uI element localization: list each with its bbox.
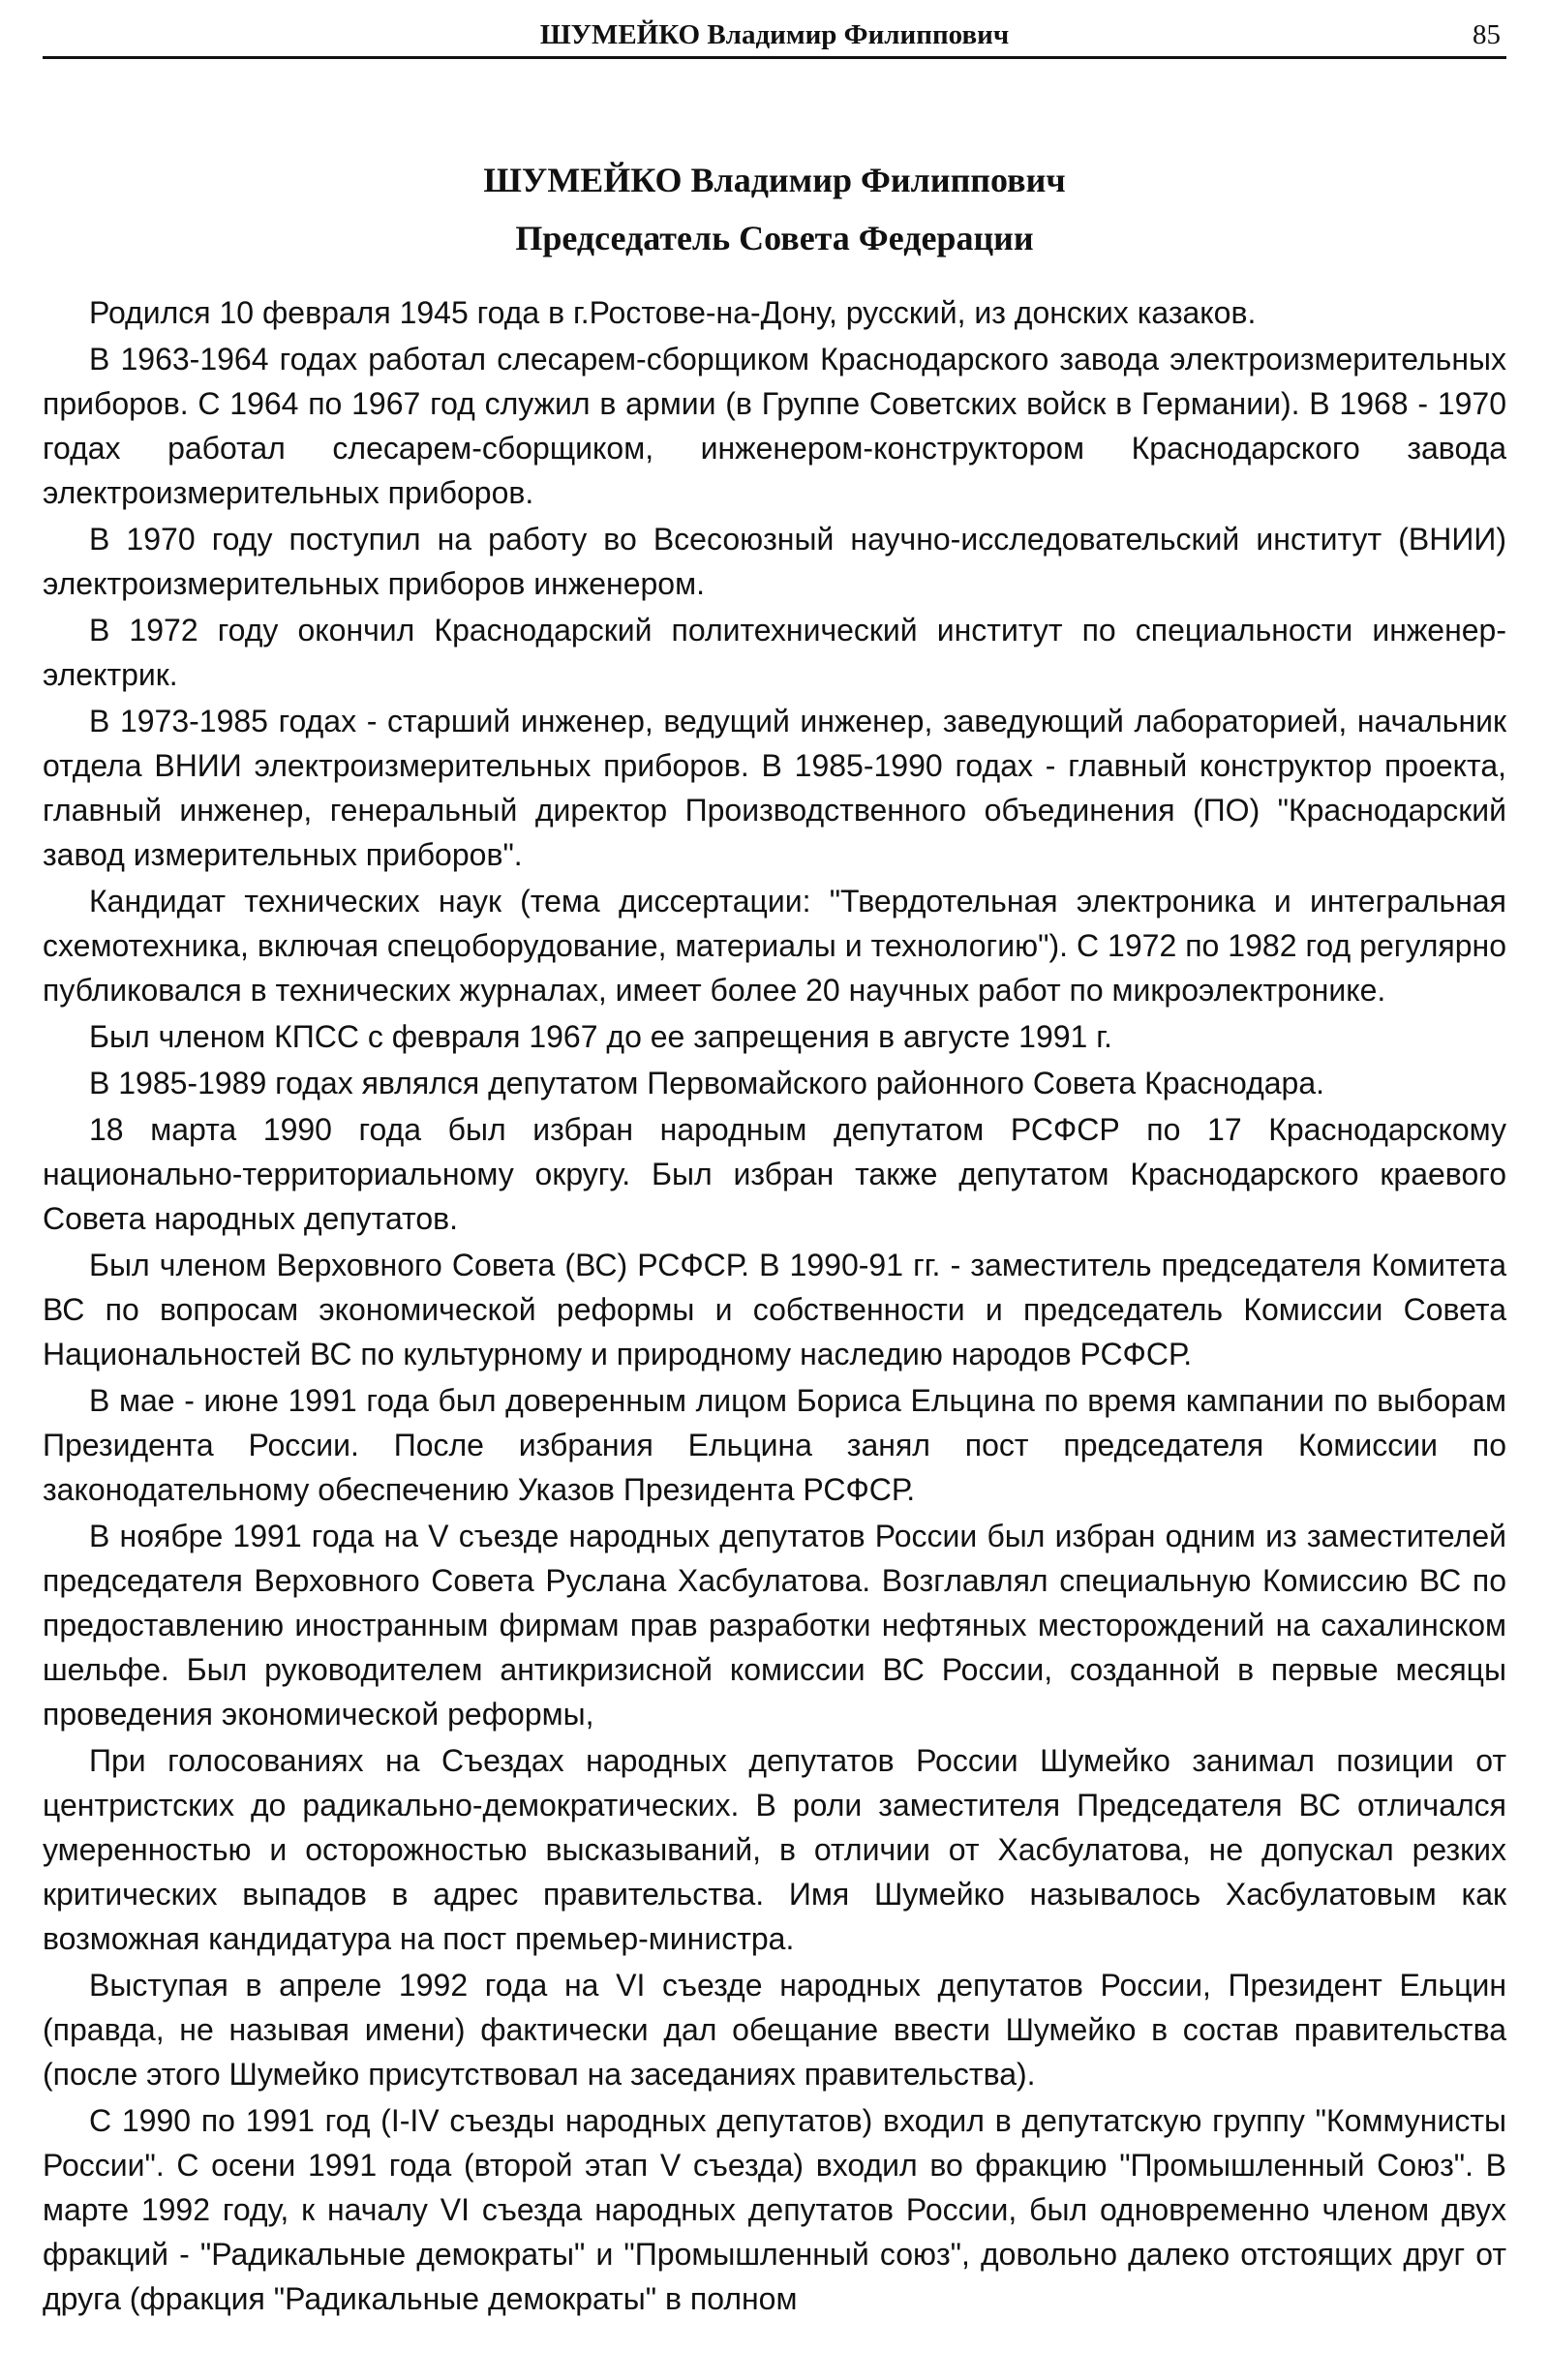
article-title: ШУМЕЙКО Владимир Филиппович bbox=[483, 161, 1066, 199]
paragraph: В 1963-1964 годах работал слесарем-сборщиком Краснодарского завода электроизмерительных приборов. С 1964 по 1967 год служил в армии (в Группе Советских войск в Германии). В 1968 - 1970 годах работал слесарем-сборщиком, инженером-конструктором Краснодарского завода электроизмерительных приборов. bbox=[43, 342, 1506, 510]
running-head-title: ШУМЕЙКО Владимир Филиппович bbox=[539, 19, 1010, 50]
paragraph: При голосованиях на Съездах народных депутатов России Шумейко занимал позиции от центристских до радикально-демократических. В роли заместителя Председателя ВС отличался умеренностью и осторожностью высказываний, в отличии от Хасбулатова, не допускал резких критических выпадов в адрес правительства. Имя Шумейко называлось Хасбулатовым как возможная кандидатура на пост премьер-министра. bbox=[43, 1743, 1506, 1956]
paragraph: Родился 10 февраля 1945 года в г.Ростове-на-Дону, русский, из донских казаков. bbox=[89, 295, 1257, 330]
paragraph: 18 марта 1990 года был избран народным депутатом РСФСР по 17 Краснодарскому национально-территориальному округу. Был избран также депутатом Краснодарского краевого Совета народных депутатов. bbox=[43, 1112, 1506, 1236]
article-body bbox=[43, 290, 1506, 2323]
paragraph: В ноябре 1991 года на V съезде народных депутатов России был избран одним из заместителей председателя Верховного Совета Руслана Хасбулатова. Возглавлял специальную Комиссию ВС по предоставлению иностранным фирмам прав разработки нефтяных месторождений на сахалинском шельфе. Был руководителем антикризисной комиссии ВС России, созданной в первые месяцы проведения экономической реформы, bbox=[43, 1519, 1506, 1732]
paragraph: В мае - июне 1991 года был доверенным лицом Бориса Ельцина по время кампании по выборам Президента России. После избрания Ельцина занял пост председателя Комиссии по законодательному обеспечению Указов Президента РСФСР. bbox=[43, 1383, 1506, 1507]
paragraph: Выступая в апреле 1992 года на VI съезде народных депутатов России, Президент Ельцин (правда, не называя имени) фактически дал обещание ввести Шумейко в состав правительства (после этого Шумейко присутствовал на заседаниях правительства). bbox=[43, 1968, 1506, 2092]
paragraph: В 1970 году поступил на работу во Всесоюзный научно-исследовательский институт (ВНИИ) электроизмерительных приборов инженером. bbox=[43, 522, 1506, 601]
page-number: 85 bbox=[1473, 19, 1501, 50]
paragraph: С 1990 по 1991 год (I-IV съезды народных депутатов) входил в депутатскую группу "Коммунисты России". С осени 1991 года (второй этап V съезда) входил во фракцию "Промышленный Союз". В марте 1992 году, к началу VI съезда народных депутатов России, был одновременно членом двух фракций - "Радикальные демократы" и "Промышленный союз", довольно далеко отстоящих друг от друга (фракция "Радикальные демократы" в полном bbox=[43, 2103, 1506, 2316]
paragraph: В 1973-1985 годах - старший инженер, ведущий инженер, заведующий лабораторией, начальник отдела ВНИИ электроизмерительных приборов. В 1985-1990 годах - главный конструктор проекта, главный инженер, генеральный директор Производственного объединения (ПО) "Краснодарский завод измерительных приборов". bbox=[43, 704, 1506, 872]
paragraph: Был членом КПСС с февраля 1967 до ее запрещения в августе 1991 г. bbox=[89, 1019, 1112, 1054]
paragraph: Был членом Верховного Совета (ВС) РСФСР. В 1990-91 гг. - заместитель председателя Комитета ВС по вопросам экономической реформы и собственности и председатель Комиссии Совета Национальностей ВС по культурному и природному наследию народов РСФСР. bbox=[43, 1248, 1506, 1371]
running-header bbox=[43, 17, 1506, 59]
paragraph: В 1985-1989 годах являлся депутатом Первомайского районного Совета Краснодара. bbox=[89, 1066, 1325, 1100]
article-subtitle: Председатель Совета Федерации bbox=[515, 219, 1034, 257]
paragraph: Кандидат технических наук (тема диссертации: "Твердотельная электроника и интегральная схемотехника, включая спецоборудование, материалы и технологию"). С 1972 по 1982 год регулярно публиковался в технических журналах, имеет более 20 научных работ по микроэлектронике. bbox=[43, 884, 1506, 1008]
paragraph: В 1972 году окончил Краснодарский политехнический институт по специальности инженер-электрик. bbox=[43, 613, 1506, 692]
